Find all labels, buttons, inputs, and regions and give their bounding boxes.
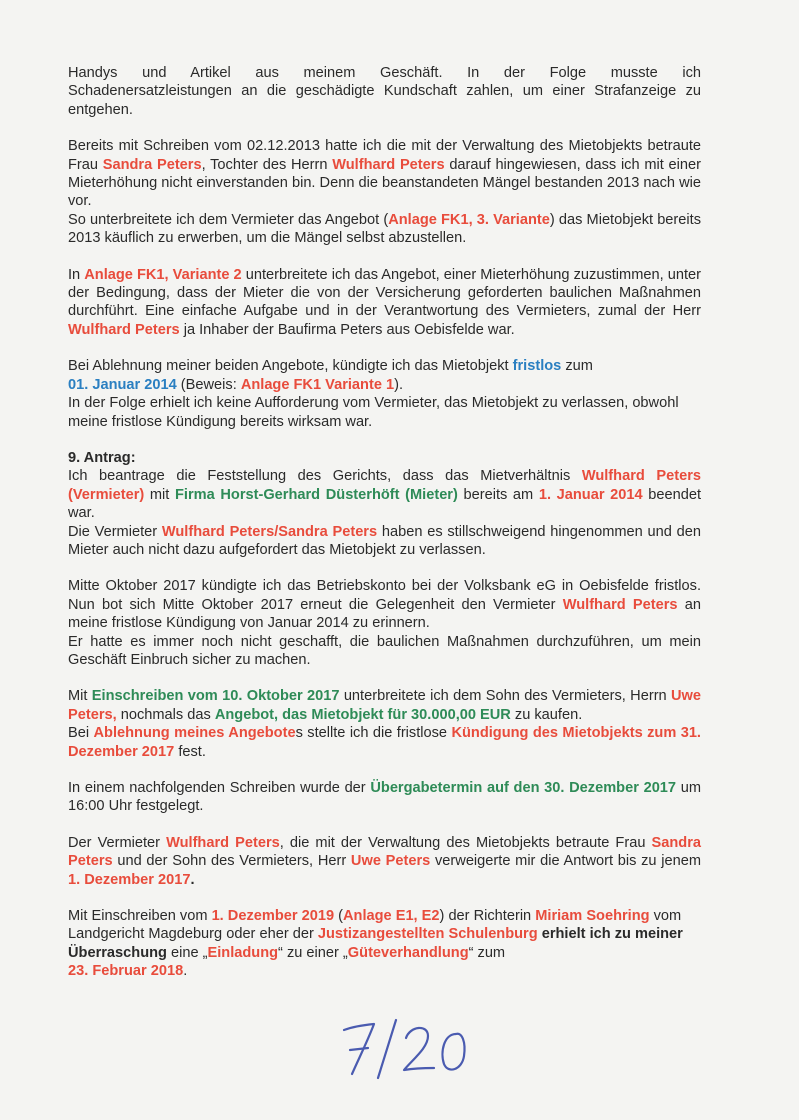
highlight-term: Einladung <box>207 944 279 961</box>
text: haben es stillschweigend hingenommen und den Mieter auch nicht dazu aufgefordert das Mietobjekt zu verlassen. <box>68 523 701 558</box>
text: , die mit der Verwaltung des Mietobjekts betraute Frau <box>279 834 652 851</box>
highlight-date: 1. Dezember 2019 <box>211 908 335 925</box>
paragraph-8 <box>68 779 701 816</box>
text: Mit Einschreiben vom <box>68 908 212 925</box>
highlight-term: Güteverhandlung <box>347 944 469 961</box>
highlight-term: fristlos <box>512 358 562 375</box>
highlight-date: 1. Dezember 2017 <box>68 871 191 888</box>
text-line: Handys und Artikel aus meinem Geschäft. In der Folge musste ich <box>68 65 701 81</box>
highlight-name: Wulfhard Peters <box>332 156 445 173</box>
highlight-name: Uwe Peters, <box>68 688 702 723</box>
paragraph-3 <box>68 266 701 340</box>
text: s stellte ich die fristlose <box>295 725 452 742</box>
text: an meine fristlose Kündigung von Januar 2014 zu erinnern. <box>68 596 701 632</box>
highlight-date: 1. Januar 2014 <box>538 486 643 503</box>
highlight-name: Wulfhard Peters <box>166 834 280 851</box>
highlight-reference: Anlage E1, E2 <box>343 908 440 925</box>
text: ) das Mietobjekt bereits 2013 käuflich zu erwerben, um die Mängel selbst abzustellen. <box>68 211 701 247</box>
text: Er hatte es immer noch nicht geschafft, die baulichen Maßnahmen durchzuführen, um mein Geschäft Einbruch sicher zu machen. <box>68 633 701 668</box>
text: eine „ <box>166 944 208 961</box>
highlight-name: Wulfhard Peters (Vermieter) <box>68 468 701 503</box>
text: Bei Ablehnung meiner beiden Angebote, kündigte ich das Mietobjekt <box>68 358 513 375</box>
text: Mit <box>68 688 92 705</box>
text: “ zum <box>468 944 506 961</box>
highlight-date: 01. Januar 2014 <box>68 376 177 393</box>
paragraph-9 <box>68 834 701 889</box>
text: In der Folge erhielt ich keine Aufforderung vom Vermieter, das Mietobjekt zu verlassen, obwohl meine fristlose Kündigung bereits wirksam war. <box>68 395 679 430</box>
text: unterbreitete ich dem Sohn des Vermieters, Herrn <box>339 688 672 705</box>
highlight-date: 23. Februar 2018 <box>68 963 184 980</box>
text: Bei <box>68 725 94 742</box>
highlight-name: Wulfhard Peters/Sandra Peters <box>161 523 378 540</box>
highlight-name: Firma Horst-Gerhard Düsterhöft (Mieter) <box>174 486 458 503</box>
document-body <box>68 64 701 999</box>
highlight-reference: Anlage FK1, Variante 2 <box>84 266 242 283</box>
text: ja Inhaber der Baufirma Peters aus Oebisfelde war. <box>179 321 515 338</box>
text: Der Vermieter <box>68 834 167 851</box>
section-heading: 9. Antrag: <box>68 449 136 466</box>
highlight-date: Übergabetermin auf den 30. Dezember 2017 <box>370 780 677 796</box>
highlight-term: Ablehnung meines Angebote <box>93 725 296 742</box>
text: (Beweis: <box>176 376 241 393</box>
paragraph-2 <box>68 137 701 247</box>
highlight-term: Kündigung des Mietobjekts zum 31. Dezember 2017 <box>68 725 701 760</box>
paragraph-1 <box>68 64 701 119</box>
text: um 16:00 Uhr festgelegt. <box>68 780 702 815</box>
handwritten-page-number-image <box>330 1012 480 1082</box>
text: nochmals das <box>116 706 215 723</box>
text: fest. <box>174 743 206 760</box>
text: ( <box>334 908 343 925</box>
text: unterbreitete ich das Angebot, einer Mieterhöhung zuzustimmen, unter der Bedingung, dass der Mieter die von der Versicherung geforderten baulichen Maßnahmen durchführt. Eine einfache Aufgabe und in der Verantwortung des Vermieters, zumal der Herr <box>68 266 701 320</box>
text-line: entgehen. <box>68 101 133 118</box>
text: In <box>68 266 85 283</box>
paragraph-5 <box>68 467 701 559</box>
highlight-name: Miriam Soehring <box>535 908 650 925</box>
highlight-name: Wulfhard Peters <box>68 321 180 338</box>
highlight-name: Wulfhard Peters <box>562 596 678 613</box>
highlight-reference: Anlage FK1 Variante 1 <box>240 376 395 393</box>
text: vom Landgericht Magdeburg oder eher der <box>68 908 682 943</box>
handwritten-page-number <box>330 1012 480 1082</box>
text: zu kaufen. <box>510 706 583 723</box>
highlight-name: Justizangestellten Schulenburg <box>317 926 538 943</box>
paragraph-4 <box>68 357 701 431</box>
text: beendet war. <box>68 486 701 522</box>
text: So unterbreitete ich dem Vermieter das Angebot ( <box>68 211 389 228</box>
paragraph-10 <box>68 907 701 981</box>
bold-text: erhielt ich zu meiner Überraschung <box>68 926 683 961</box>
highlight-name: Uwe Peters <box>350 853 431 870</box>
highlight-name: Sandra Peters <box>68 834 701 870</box>
text: Bereits mit Schreiben vom 02.12.2013 hatte ich die mit der Verwaltung des Mietobjekts betraute Frau <box>68 138 701 173</box>
text: In einem nachfolgenden Schreiben wurde der <box>68 780 371 796</box>
text: zum <box>561 358 593 375</box>
text: Mitte Oktober 2017 kündigte ich das Betriebskonto bei der Volksbank eG in Oebisfelde fristlos. Nun bot sich Mitte Oktober 2017 erneut die Gelegenheit den Vermieter <box>68 578 701 613</box>
highlight-date: Einschreiben vom 10. Oktober 2017 <box>91 688 340 705</box>
text: mit <box>144 486 175 503</box>
text: und der Sohn des Vermieters, Herr <box>112 853 351 870</box>
text: darauf hingewiesen, dass ich mit einer Mieterhöhung nicht einverstanden bin. Denn die beanstandeten Mängel bestanden 2013 nach wie vor. <box>68 156 701 210</box>
text: bereits am <box>457 486 539 503</box>
text: ). <box>394 376 404 393</box>
text: . <box>190 871 195 888</box>
text: ) der Richterin <box>439 908 536 925</box>
highlight-name: Sandra Peters <box>102 156 202 173</box>
highlight-reference: Anlage FK1, 3. Variante <box>388 211 550 228</box>
text: Ich beantrage die Feststellung des Gerichts, dass das Mietverhältnis <box>68 468 582 485</box>
highlight-offer: Angebot, das Mietobjekt für 30.000,00 EUR <box>214 706 511 723</box>
text: . <box>183 963 188 980</box>
text-line: Schadenersatzleistungen an die geschädigte Kundschaft zahlen, um einer Strafanzeige zu <box>68 83 701 100</box>
text: Die Vermieter <box>68 523 162 540</box>
text: , Tochter des Herrn <box>201 156 333 173</box>
paragraph-6 <box>68 577 701 669</box>
paragraph-7 <box>68 687 701 761</box>
text: “ zu einer „ <box>278 944 348 961</box>
text: verweigerte mir die Antwort bis zu jenem <box>430 853 701 870</box>
